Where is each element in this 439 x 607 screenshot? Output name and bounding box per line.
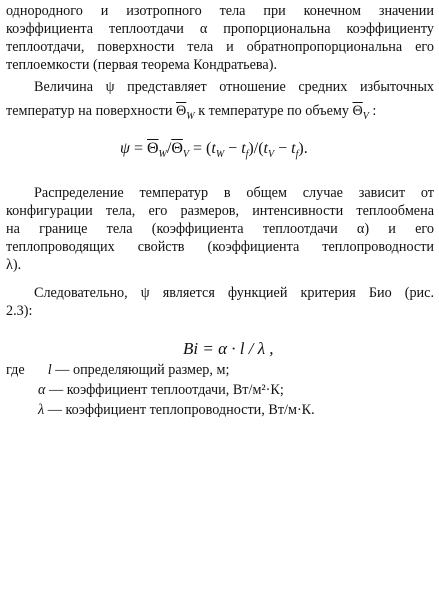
formula-rhs: $(t_W - t_f)/(t_V - t_f)$. bbox=[206, 140, 308, 161]
legend-text: — определяющий размер, м; bbox=[55, 362, 230, 378]
text-line: теплоотдачи, поверхности тела и обратнопропорциональна его bbox=[6, 39, 434, 55]
text-line: 2.3): bbox=[6, 303, 33, 319]
text-line: конфигурации тела, его размеров, интенсивности теплообмена bbox=[6, 203, 434, 219]
text-line: теплопроводящих свойств (коэффициента теплопроводности bbox=[6, 239, 434, 255]
text-line bbox=[6, 78, 434, 96]
legend-symbol: l bbox=[47, 362, 52, 378]
text-span: к температуре по объему bbox=[198, 103, 349, 119]
formula-biot: Bi = α · l / λ , bbox=[183, 339, 274, 358]
subscript: V bbox=[362, 110, 369, 122]
text-line: на границе тела (коэффициента теплоотдачи α) и его bbox=[6, 221, 434, 237]
subscript: W bbox=[186, 110, 195, 122]
legend-row-heat-transfer bbox=[38, 381, 284, 399]
legend-symbol: α bbox=[38, 382, 46, 398]
slash: / bbox=[166, 140, 172, 157]
subscript: W bbox=[158, 149, 167, 161]
text-line bbox=[6, 102, 434, 126]
theta-symbol: $\overline{\Theta}$ bbox=[146, 140, 159, 157]
legend-text: — коэффициент теплопроводности, Вт/м·К. bbox=[47, 402, 315, 418]
legend-row-size bbox=[6, 361, 229, 379]
text-line bbox=[6, 184, 434, 202]
text-span: Следовательно, ψ является функцией критерия Био (рис. bbox=[34, 285, 434, 301]
paragraph-psi-definition bbox=[6, 78, 434, 126]
subscript: V bbox=[182, 149, 189, 161]
paragraph-biot-criterion bbox=[6, 284, 434, 320]
text-line: теплоемкости (первая теорема Кондратьева). bbox=[6, 57, 277, 73]
theta-symbol: $\overline{\Theta}$ bbox=[176, 103, 187, 119]
text-span: температур на поверхности bbox=[6, 103, 173, 119]
text-line: коэффициента теплоотдачи α пропорциональна коэффициенту bbox=[6, 21, 434, 37]
text-line: однородного и изотропного тела при конечном значении bbox=[6, 3, 434, 19]
text-span: Распределение температур в общем случае зависит от bbox=[34, 185, 434, 201]
where-label: где bbox=[6, 362, 25, 378]
theta-symbol: $\overline{\Theta}$ bbox=[171, 140, 183, 157]
formula-psi bbox=[120, 140, 308, 160]
text-span: : bbox=[372, 103, 377, 119]
paragraph-first-theorem bbox=[6, 2, 434, 74]
legend-symbol: λ bbox=[38, 402, 45, 418]
paragraph-temperature-distribution bbox=[6, 184, 434, 274]
legend-text: — коэффициент теплоотдачи, Вт/м²·К; bbox=[49, 382, 284, 398]
text-line bbox=[6, 284, 434, 302]
equals-sign: = bbox=[193, 140, 203, 157]
theta-symbol: $\overline{\Theta}$ bbox=[352, 103, 363, 119]
text-line: λ). bbox=[6, 257, 22, 273]
text-span: Величина ψ представляет отношение средних избыточных bbox=[34, 79, 434, 95]
equals-sign: = bbox=[133, 140, 143, 157]
legend-row-conductivity bbox=[38, 401, 315, 419]
psi-symbol: ψ bbox=[120, 140, 130, 157]
